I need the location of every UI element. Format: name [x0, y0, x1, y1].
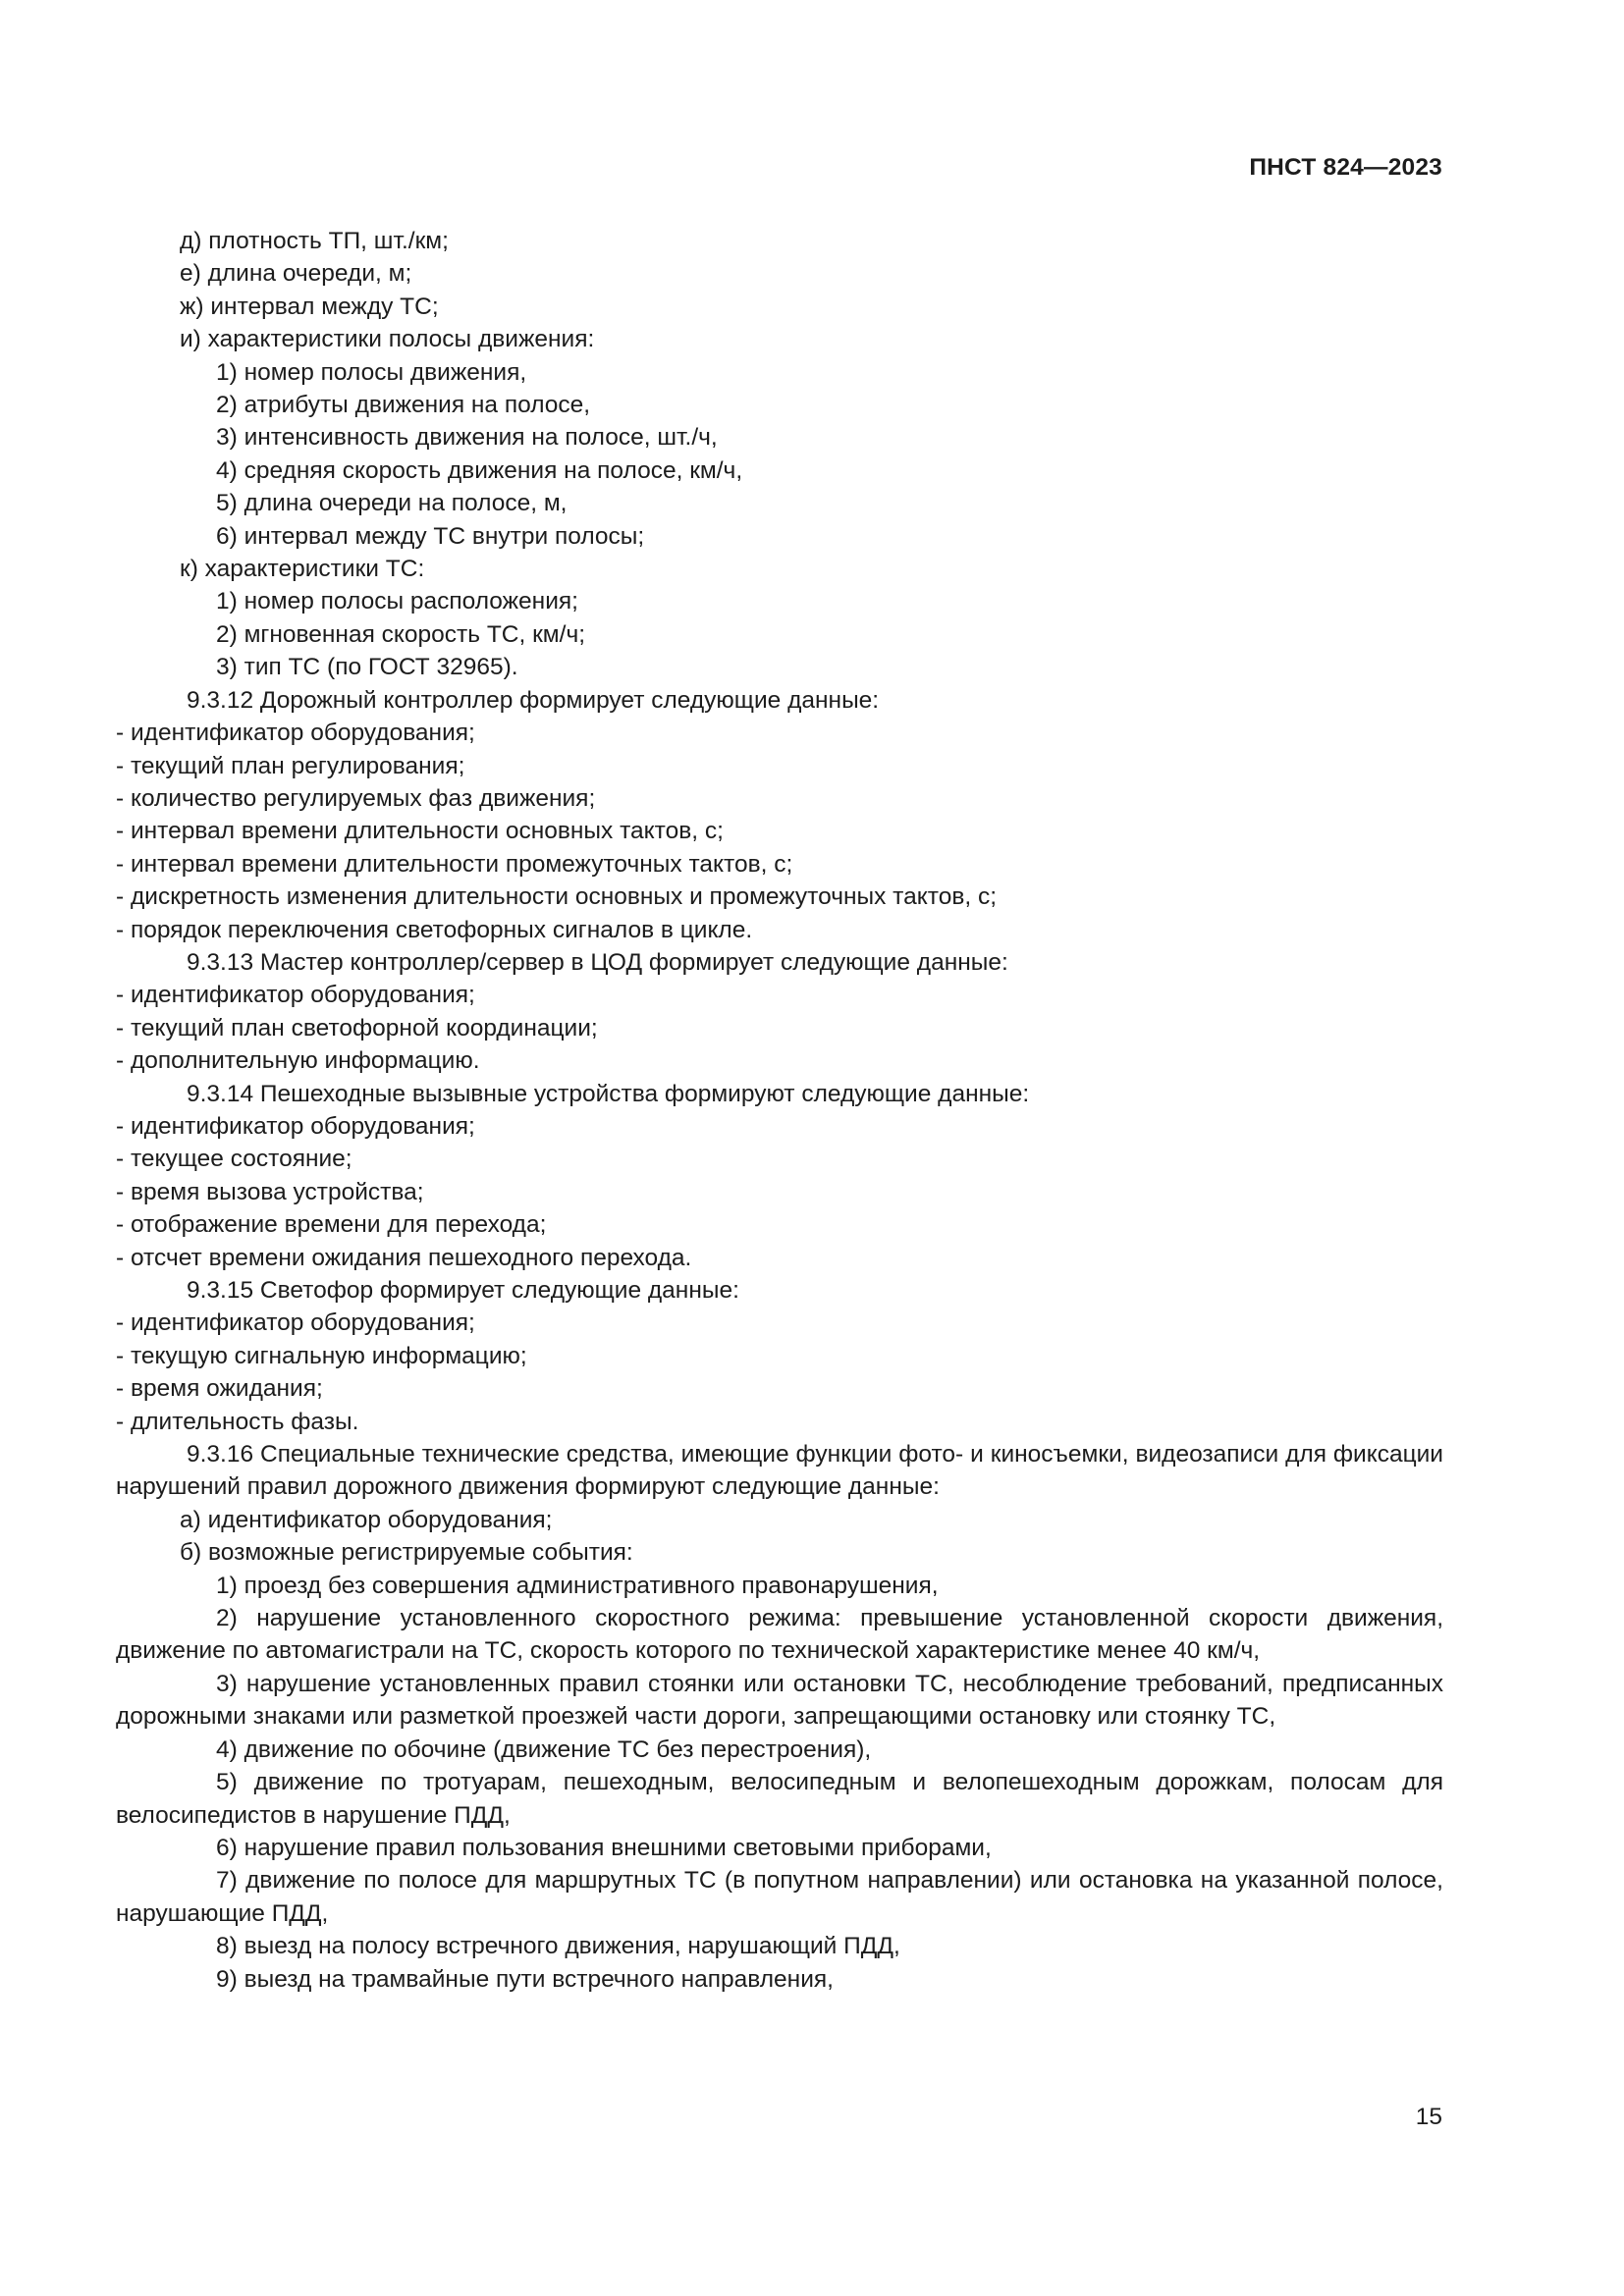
dash-item: - дополнительную информацию. — [116, 1047, 480, 1075]
list-item: е) длина очереди, м; — [180, 260, 412, 288]
event-item: 9) выезд на трамвайные пути встречного направления, — [216, 1965, 834, 1993]
section-heading: 9.3.14 Пешеходные вызывные устройства формируют следующие данные: — [187, 1080, 1030, 1107]
dash-item: - интервал времени длительности промежуточных тактов, с; — [116, 850, 793, 878]
list-item: а) идентификатор оборудования; — [180, 1506, 553, 1533]
list-item: к) характеристики ТС: — [180, 556, 425, 583]
dash-item: - текущий план регулирования; — [116, 752, 465, 779]
section-heading: 9.3.13 Мастер контроллер/сервер в ЦОД формирует следующие данные: — [187, 948, 1008, 976]
dash-item: - дискретность изменения длительности основных и промежуточных тактов, с; — [116, 883, 998, 911]
event-item: 3) нарушение установленных правил стоянки или остановки ТС, несоблюдение требований, предписанных дорожными знаками или разметкой проезжей части дороги, запрещающими остановку или стоянку ТС, — [116, 1670, 1443, 1731]
dash-item: - текущий план светофорной координации; — [116, 1014, 598, 1041]
section-heading: 9.3.12 Дорожный контроллер формирует следующие данные: — [187, 686, 880, 714]
sub-list-item: 2) атрибуты движения на полосе, — [216, 392, 591, 419]
dash-item: - текущее состояние; — [116, 1146, 352, 1173]
event-item: 1) проезд без совершения административного правонарушения, — [216, 1572, 939, 1599]
event-item: 5) движение по тротуарам, пешеходным, велосипедным и велопешеходным дорожкам, полосам для велосипедистов в нарушение ПДД, — [116, 1769, 1443, 1829]
event-item: 8) выезд на полосу встречного движения, нарушающий ПДД, — [216, 1933, 900, 1960]
sub-list-item: 2) мгновенная скорость ТС, км/ч; — [216, 620, 586, 648]
dash-item: - количество регулируемых фаз движения; — [116, 784, 596, 812]
dash-item: - текущую сигнальную информацию; — [116, 1342, 527, 1369]
sub-list-item: 4) средняя скорость движения на полосе, км/ч, — [216, 456, 743, 484]
document-code: ПНСТ 824—2023 — [1249, 154, 1442, 181]
sub-list-item: 3) интенсивность движения на полосе, шт./ч, — [216, 424, 718, 452]
sub-list-item: 5) длина очереди на полосе, м, — [216, 490, 568, 517]
dash-item: - идентификатор оборудования; — [116, 1309, 475, 1337]
dash-item: - идентификатор оборудования; — [116, 1112, 475, 1140]
dash-item: - порядок переключения светофорных сигналов в цикле. — [116, 916, 753, 943]
sub-list-item: 1) номер полосы движения, — [216, 358, 527, 386]
document-body — [116, 225, 1443, 1996]
dash-item: - идентификатор оборудования; — [116, 720, 475, 747]
sub-list-item: 3) тип ТС (по ГОСТ 32965). — [216, 654, 518, 681]
sub-list-item: 1) номер полосы расположения; — [216, 588, 578, 615]
section-heading: 9.3.15 Светофор формирует следующие данные: — [187, 1277, 739, 1304]
list-item: б) возможные регистрируемые события: — [180, 1539, 633, 1567]
sub-list-item: 6) интервал между ТС внутри полосы; — [216, 522, 645, 550]
dash-item: - отображение времени для перехода; — [116, 1211, 547, 1239]
list-item: и) характеристики полосы движения: — [180, 326, 595, 353]
list-item: ж) интервал между ТС; — [180, 293, 439, 320]
dash-item: - идентификатор оборудования; — [116, 982, 475, 1009]
dash-item: - отсчет времени ожидания пешеходного перехода. — [116, 1244, 692, 1271]
event-item: 7) движение по полосе для маршрутных ТС (в попутном направлении) или остановка на указанной полосе, нарушающие ПДД, — [116, 1867, 1443, 1927]
list-item: д) плотность ТП, шт./км; — [180, 228, 449, 254]
section-paragraph: 9.3.16 Специальные технические средства, имеющие функции фото- и киносъемки, видеозаписи для фиксации нарушений правил дорожного движения формируют следующие данные: — [116, 1441, 1443, 1501]
dash-item: - время вызова устройства; — [116, 1178, 424, 1205]
event-item: 6) нарушение правил пользования внешними световыми приборами, — [216, 1834, 992, 1861]
dash-item: - длительность фазы. — [116, 1408, 359, 1435]
dash-item: - время ожидания; — [116, 1375, 323, 1403]
event-item: 4) движение по обочине (движение ТС без перестроения), — [216, 1735, 872, 1763]
dash-item: - интервал времени длительности основных тактов, с; — [116, 818, 724, 845]
page-number: 15 — [1415, 2104, 1442, 2130]
event-item: 2) нарушение установленного скоростного режима: превышение установленной скорости движения, движение по автомагистрали на ТС, скорость которого по технической характеристике менее 40 км/ч, — [116, 1605, 1443, 1665]
